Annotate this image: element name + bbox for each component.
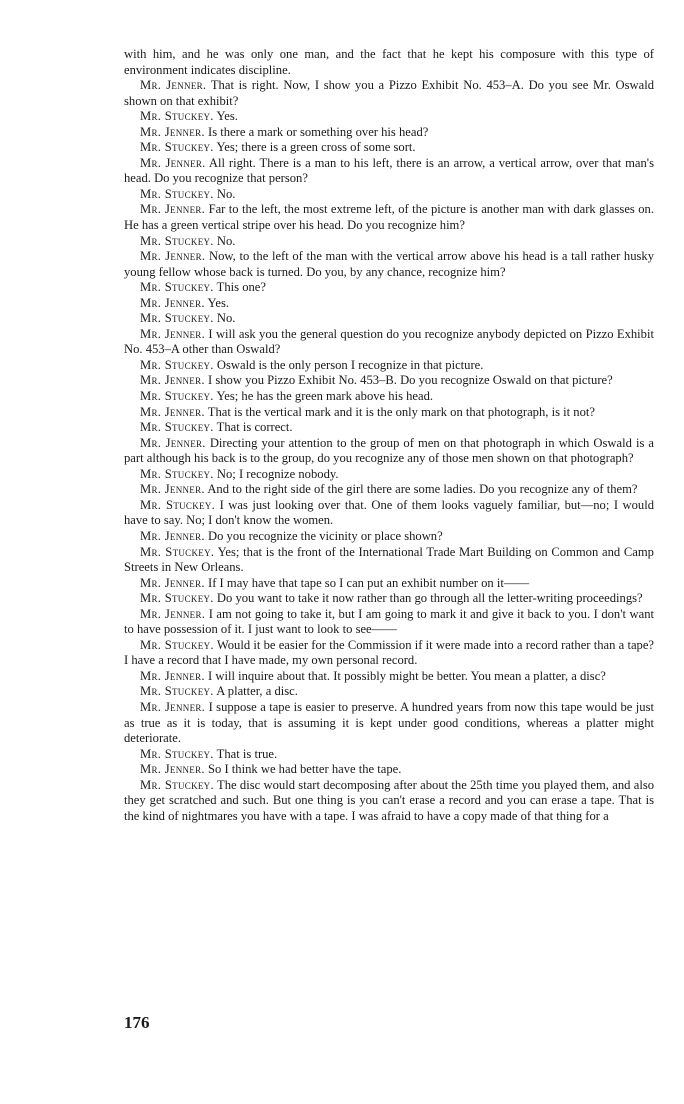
speaker-label: Mr. Jenner. <box>140 404 205 419</box>
speaker-label: Mr. Jenner. <box>140 575 205 590</box>
paragraph-text: No. <box>216 186 236 201</box>
paragraph-text: Do you want to take it now rather than go through all the letter-writing proceedings? <box>216 591 643 606</box>
paragraph-text: I will inquire about that. It possibly might be better. You mean a platter, a disc? <box>208 668 606 683</box>
speaker-label: Mr. Stuckey. <box>140 746 214 761</box>
paragraph <box>124 358 654 374</box>
paragraph <box>124 389 654 405</box>
paragraph <box>124 125 654 141</box>
speaker-label: Mr. Stuckey. <box>140 777 214 792</box>
paragraph-text: A platter, a disc. <box>216 684 298 699</box>
paragraph <box>124 700 654 747</box>
paragraph <box>124 607 654 638</box>
speaker-label: Mr. Jenner. <box>140 155 206 170</box>
paragraph <box>124 669 654 685</box>
paragraph-text: No. <box>216 233 236 248</box>
speaker-label: Mr. Jenner. <box>140 295 205 310</box>
paragraph <box>124 109 654 125</box>
paragraph-text: Do you recognize the vicinity or place shown? <box>208 528 443 543</box>
paragraph-text: That is correct. <box>216 420 293 435</box>
paragraph-text: I was just looking over that. One of them looks vaguely familiar, but—no; I would have to say. No; I don't know the women. <box>124 497 654 528</box>
page-number: 176 <box>124 1013 150 1032</box>
speaker-label: Mr. Stuckey. <box>140 544 215 559</box>
paragraph <box>124 140 654 156</box>
speaker-label: Mr. Jenner. <box>140 482 205 497</box>
paragraph-text: Now, to the left of the man with the vertical arrow above his head is a tall rather husky young fellow whose back is turned. Do you, by any chance, recognize him? <box>124 249 654 279</box>
paragraph-text: Yes; he has the green mark above his head. <box>216 389 434 404</box>
speaker-label: Mr. Stuckey. <box>140 109 214 124</box>
speaker-label: Mr. Jenner. <box>140 435 206 450</box>
paragraph <box>124 482 654 498</box>
paragraph <box>124 436 654 467</box>
paragraph-text: I suppose a tape is easier to preserve. A hundred years from now this tape would be just as true as it is today, that is assuming it is kept under good conditions, whereas a platter might deteriorate. <box>124 699 654 746</box>
paragraph <box>124 249 654 280</box>
speaker-label: Mr. Stuckey. <box>140 186 214 201</box>
paragraph <box>124 684 654 700</box>
paragraph <box>124 638 654 669</box>
speaker-label: Mr. Jenner. <box>140 699 206 714</box>
paragraph <box>124 576 654 592</box>
paragraph <box>124 311 654 327</box>
paragraph-text: That is the vertical mark and it is the only mark on that photograph, is it not? <box>207 404 595 419</box>
paragraph <box>124 498 654 529</box>
speaker-label: Mr. Jenner. <box>140 124 205 139</box>
paragraph <box>124 234 654 250</box>
paragraph-text: All right. There is a man to his left, there is an arrow, a vertical arrow, over that man's head. Do you recognize that person? <box>124 155 654 186</box>
speaker-label: Mr. Jenner. <box>140 249 206 264</box>
speaker-label: Mr. Stuckey. <box>140 497 216 512</box>
paragraph-text: I am not going to take it, but I am going to mark it and give it back to you. I don't want to have possession of it. I just want to look to see—— <box>124 606 654 637</box>
paragraph <box>124 373 654 389</box>
paragraph <box>124 296 654 312</box>
paragraph-text: Directing your attention to the group of men on that photograph in which Oswald is a part although his back is to the group, do you recognize any of those men shown on that photograph? <box>124 435 654 466</box>
speaker-label: Mr. Jenner. <box>140 202 206 217</box>
speaker-label: Mr. Jenner. <box>140 373 205 388</box>
speaker-label: Mr. Stuckey. <box>140 311 214 326</box>
paragraph <box>124 187 654 203</box>
paragraph-text: No. <box>216 311 236 326</box>
paragraph <box>124 327 654 358</box>
paragraph <box>124 78 654 109</box>
paragraph <box>124 747 654 763</box>
paragraph-text: Oswald is the only person I recognize in that picture. <box>216 357 484 372</box>
speaker-label: Mr. Stuckey. <box>140 466 214 481</box>
paragraph <box>124 545 654 576</box>
paragraph-text: Would it be easier for the Commission if it were made into a record rather than a tape? I have a record that I have made, my own personal record. <box>124 637 655 668</box>
paragraph <box>124 529 654 545</box>
paragraph <box>124 202 654 233</box>
paragraph <box>124 47 654 78</box>
paragraph-text: Yes; that is the front of the International Trade Mart Building on Common and Camp Streets in New Orleans. <box>124 544 654 575</box>
paragraph <box>124 156 654 187</box>
speaker-label: Mr. Stuckey. <box>140 357 214 372</box>
paragraph-text: Is there a mark or something over his head? <box>208 124 429 139</box>
speaker-label: Mr. Stuckey. <box>140 233 214 248</box>
paragraph-text: Far to the left, the most extreme left, of the picture is another man with dark glasses on. He has a green vertical stripe over his head. Do you recognize him? <box>124 202 654 233</box>
speaker-label: Mr. Jenner. <box>140 668 205 683</box>
speaker-label: Mr. Jenner. <box>140 762 205 777</box>
paragraph-text: Yes. <box>207 295 230 310</box>
paragraph-text: No; I recognize nobody. <box>216 466 339 481</box>
paragraph-text: with him, and he was only one man, and the fact that he kept his composure with this type of environment indicates discipline. <box>124 47 654 77</box>
speaker-label: Mr. Jenner. <box>140 78 207 93</box>
paragraph <box>124 778 654 825</box>
paragraph <box>124 591 654 607</box>
paragraph <box>124 405 654 421</box>
speaker-label: Mr. Jenner. <box>140 606 206 621</box>
speaker-label: Mr. Stuckey. <box>140 140 214 155</box>
paragraph-text: That is true. <box>216 746 278 761</box>
speaker-label: Mr. Stuckey. <box>140 420 214 435</box>
paragraph-text: I show you Pizzo Exhibit No. 453–B. Do you recognize Oswald on that picture? <box>208 373 613 388</box>
paragraph-text: The disc would start decomposing after about the 25th time you played them, and also they get scratched and such. But one thing is you can't erase a record and you can erase a tape. That is the kind of nightmares you have with a tape. I was afraid to have a copy made of that thing for a <box>124 777 655 823</box>
paragraph-text: And to the right side of the girl there are some ladies. Do you recognize any of them? <box>207 482 638 497</box>
transcript-body <box>124 47 654 824</box>
speaker-label: Mr. Stuckey. <box>140 591 214 606</box>
paragraph <box>124 467 654 483</box>
speaker-label: Mr. Jenner. <box>140 528 205 543</box>
paragraph-text: That is right. Now, I show you a Pizzo Exhibit No. 453–A. Do you see Mr. Oswald shown on that exhibit? <box>124 78 654 108</box>
speaker-label: Mr. Stuckey. <box>140 637 214 652</box>
paragraph-text: This one? <box>216 280 266 295</box>
speaker-label: Mr. Stuckey. <box>140 280 214 295</box>
paragraph <box>124 280 654 296</box>
paragraph-text: I will ask you the general question do you recognize anybody depicted on Pizzo Exhibit No. 453–A other than Oswald? <box>124 326 654 357</box>
paragraph <box>124 762 654 778</box>
paragraph-text: So I think we had better have the tape. <box>208 762 402 777</box>
paragraph-text: If I may have that tape so I can put an exhibit number on it—— <box>208 575 530 590</box>
speaker-label: Mr. Stuckey. <box>140 389 214 404</box>
paragraph <box>124 420 654 436</box>
paragraph-text: Yes; there is a green cross of some sort. <box>216 140 416 155</box>
speaker-label: Mr. Stuckey. <box>140 684 214 699</box>
speaker-label: Mr. Jenner. <box>140 326 206 341</box>
paragraph-text: Yes. <box>216 109 238 124</box>
